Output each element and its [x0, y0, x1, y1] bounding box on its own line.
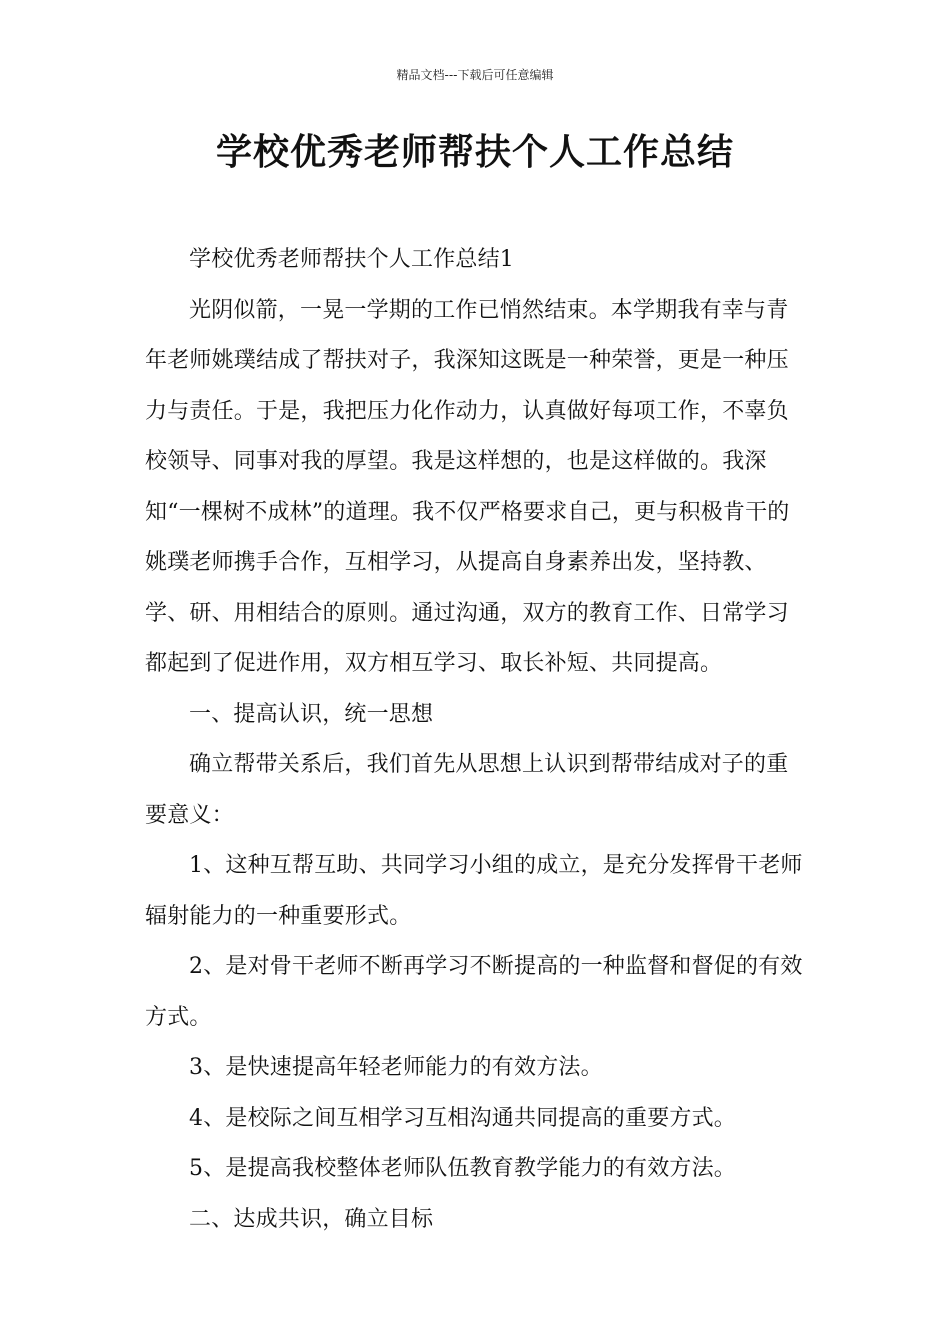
paragraph: 光阴似箭，一晃一学期的工作已悄然结束。本学期我有幸与青年老师姚璞结成了帮扶对子，我深知这既是一种荣誉，更是一种压力与责任。于是，我把压力化作动力，认真做好每项工作，不辜负校领导、同事对我的厚望。我是这样想的，也是这样做的。我深知“一棵树不成林”的道理。我不仅严格要求自己，更与积极肯干的姚璞老师携手合作，互相学习，从提高自身素养出发，坚持教、学、研、用相结合的原则。通过沟通，双方的教育工作、日常学习都起到了促进作用，双方相互学习、取长补短、共同提高。 [145, 297, 790, 676]
paragraph: 确立帮带关系后，我们首先从思想上认识到帮带结成对子的重要意义： [145, 752, 789, 828]
section-heading: 一、提高认识，统一思想 [189, 701, 434, 727]
list-item: 5、是提高我校整体老师队伍教育教学能力的有效方法。 [189, 1156, 736, 1181]
list-item: 1、这种互帮互助、共同学习小组的成立，是充分发挥骨干老师辐射能力的一种重要形式。 [145, 853, 803, 929]
document-title: 学校优秀老师帮扶个人工作总结 [215, 132, 734, 173]
header-note: 精品文档---下载后可任意编辑 [396, 68, 554, 82]
list-item: 3、是快速提高年轻老师能力的有效方法。 [189, 1055, 603, 1080]
list-item: 4、是校际之间互相学习互相沟通共同提高的重要方式。 [189, 1105, 736, 1131]
list-item: 2、是对骨干老师不断再学习不断提高的一种监督和督促的有效方式。 [145, 954, 803, 1030]
section-heading: 二、达成共识，确立目标 [189, 1206, 434, 1232]
document-body [145, 235, 805, 1245]
section-heading: 学校优秀老师帮扶个人工作总结1 [189, 247, 514, 272]
